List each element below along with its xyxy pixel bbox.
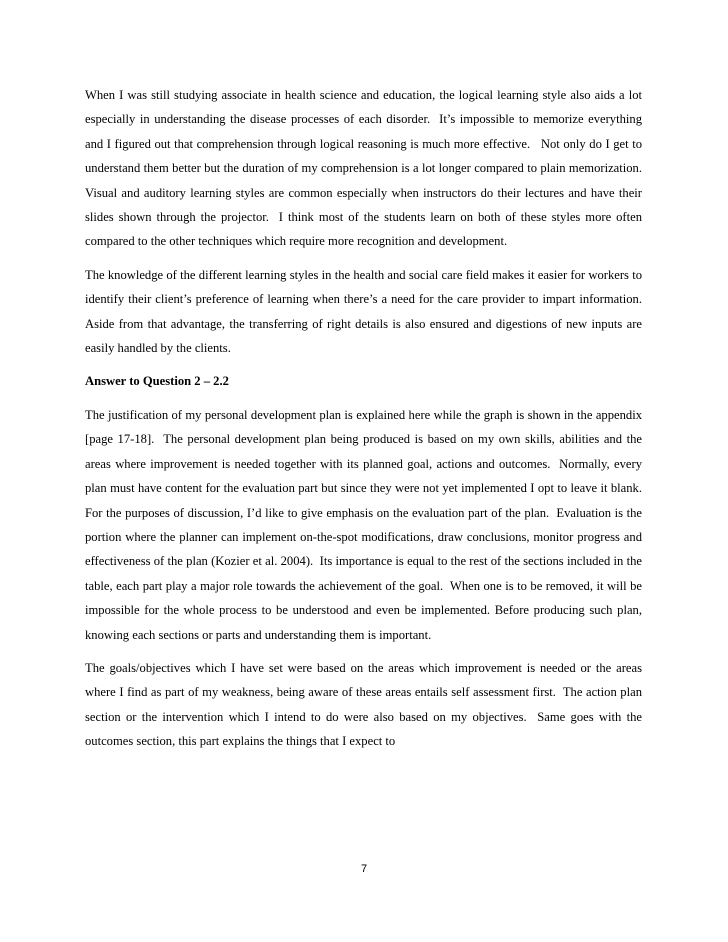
paragraph-knowledge-learning-styles: The knowledge of the different learning styles in the health and social care field makes it easier for workers to identify their client’s preference of learning when there’s a need for the care provider to impart information. Aside from that advantage, the transferring of right details is also ensured and digestions of new inputs are easily handled by the clients. <box>85 267 649 356</box>
paragraph-goals-objectives: The goals/objectives which I have set were based on the areas which improvement is needed or the areas where I find as part of my weakness, being aware of these areas entails self assessment first. The action plan section or the intervention which I intend to do were also based on my objectives. Same goes with the outcomes section, this part explains the things that I expect to <box>85 660 646 749</box>
paragraph-development-plan-justification: The justification of my personal development plan is explained here while the graph is shown in the appendix [page 17-18]. The personal development plan being produced is based on my own skills, abilities and the areas where improvement is needed together with its planned goal, actions and outcomes. Normally, every plan must have content for the evaluation part but since they were not yet implemented I opt to leave it blank. For the purposes of discussion, I’d like to give emphasis on the evaluation part of the plan. Evaluation is the portion where the planner can implement on-the-spot modifications, draw conclusions, monitor progress and effectiveness of the plan (Kozier et al. 2004). Its importance is equal to the rest of the sections included in the table, each part play a major role towards the achievement of the goal. When one is to be removed, it will be impossible for the whole process to be understood and even be implemented. Before producing such plan, knowing each sections or parts and understanding them is important. <box>85 407 649 642</box>
paragraph-learning-styles: When I was still studying associate in health science and education, the logical learning style also aids a lot especially in understanding the disease processes of each disorder. It’s impossible to memorize everything and I figured out that comprehension through logical reasoning is much more effective. Not only do I get to understand them better but the duration of my comprehension is a lot longer compared to plain memorization. Visual and auditory learning styles are common especially when instructors do their lectures and have their slides shown through the projector. I think most of the students learn on both of these styles more often compared to the other techniques which require more recognition and development. <box>85 88 649 249</box>
document-body <box>85 83 649 763</box>
section-heading: Answer to Question 2 – 2.2 <box>85 374 229 389</box>
page-number: 7 <box>360 863 368 875</box>
